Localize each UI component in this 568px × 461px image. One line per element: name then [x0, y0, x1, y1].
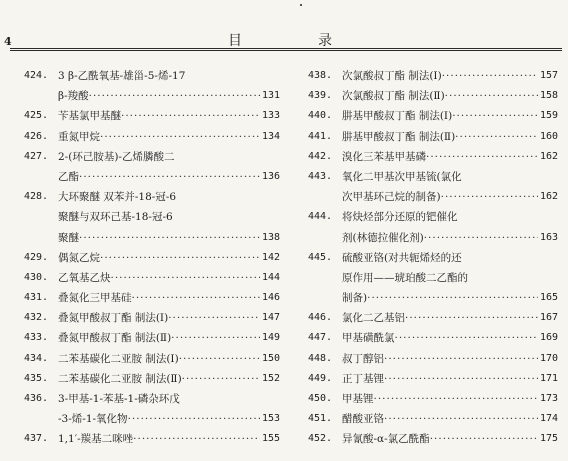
toc-entry-title: 氧化二甲基次甲基锍(氯化	[342, 170, 462, 183]
toc-entry-title: 聚醚	[58, 231, 79, 244]
toc-entry-number	[24, 86, 58, 106]
toc-line	[24, 389, 280, 409]
header-rule-top	[10, 48, 562, 49]
toc-dot-leader	[171, 328, 260, 348]
toc-entry-title: 二苯基碳化二亚胺 制法(Ⅱ)	[58, 372, 182, 385]
toc-entry-title: 正丁基锂	[342, 372, 384, 385]
toc-dot-leader	[455, 127, 538, 147]
toc-line	[24, 248, 280, 268]
toc-entry-page: 152	[261, 372, 280, 384]
toc-entry-page: 160	[539, 130, 558, 142]
toc-line	[24, 349, 280, 369]
toc-entry-title: 重氮甲烷	[58, 130, 100, 143]
toc-entry-title: 氯化二乙基铝	[342, 312, 405, 325]
toc-entry-title: 制备)	[342, 292, 368, 305]
toc-entry-number: 437.	[24, 433, 49, 445]
toc-entry-title: 次氯酸叔丁酯 制法(Ⅰ)	[342, 70, 442, 82]
toc-line	[24, 328, 280, 348]
toc-entry-page: 144	[261, 271, 280, 283]
toc-entry-number: 448.	[308, 352, 333, 364]
toc-entry-title: 醋酸亚铬	[342, 413, 384, 426]
toc-dot-leader	[79, 228, 260, 248]
toc-entry-number: 436.	[24, 393, 49, 404]
toc-entry-title: 肼基甲酸叔丁酯 制法(Ⅱ)	[342, 130, 456, 143]
toc-entry-number: 425.	[24, 110, 49, 122]
toc-entry-number: 440.	[308, 110, 333, 122]
toc-entry-title: 大环聚醚 双苯并-18-冠-6	[58, 191, 177, 204]
toc-entry-page: 134	[261, 130, 280, 142]
toc-entry-title: 原作用——琥珀酸二乙酯的	[342, 271, 468, 284]
toc-entry-page: 149	[261, 332, 280, 344]
toc-entry-title: 乙酯	[58, 170, 79, 183]
toc-entry-number	[308, 268, 342, 288]
toc-entry-number	[24, 409, 58, 429]
toc-dot-leader	[384, 409, 538, 429]
toc-dot-leader	[100, 127, 260, 147]
toc-dot-leader	[182, 369, 260, 389]
toc-entry-title: 二苯基碳化二亚胺 制法(Ⅰ)	[58, 352, 179, 365]
toc-entry-page: 159	[539, 110, 558, 122]
toc-line	[308, 349, 558, 369]
toc-line	[308, 409, 558, 429]
toc-dot-leader	[100, 248, 260, 268]
toc-dot-leader	[442, 66, 538, 86]
toc-entry-title: 偶氮乙烷	[58, 251, 100, 264]
toc-entry-number: 450.	[308, 393, 333, 404]
toc-dot-leader	[111, 268, 260, 288]
toc-dot-leader	[89, 86, 260, 106]
toc-entry-title: 苄基氯甲基醚	[58, 110, 121, 123]
toc-entry-title: 叠氮甲酸叔丁酯 制法(Ⅱ)	[58, 332, 172, 345]
toc-line	[24, 127, 280, 147]
toc-entry-title: 3-甲基-1-苯基-1-磷杂环戊	[58, 393, 180, 405]
running-head-left: 目	[228, 33, 244, 49]
toc-entry-number	[308, 288, 342, 308]
toc-entry-title: 1,1′-羰基二咪唑	[58, 433, 134, 446]
toc-line	[308, 207, 558, 227]
toc-line	[308, 268, 558, 288]
toc-entry-title: 甲基磺酰氯	[342, 332, 395, 345]
toc-entry-page: 136	[261, 170, 280, 182]
toc-line	[308, 389, 558, 409]
toc-entry-page: 165	[539, 292, 558, 304]
toc-entry-number	[24, 167, 58, 187]
toc-entry-page: 162	[539, 150, 558, 162]
toc-entry-number: 441.	[308, 130, 333, 142]
toc-entry-number: 431.	[24, 292, 49, 304]
toc-entry-page: 138	[261, 231, 280, 243]
toc-entry-title: 2-(环己胺基)-乙烯膦酸二	[58, 150, 175, 163]
toc-entry-page: 157	[539, 70, 558, 81]
toc-entry-page: 163	[539, 231, 558, 243]
toc-entry-page: 150	[261, 352, 280, 364]
toc-dot-leader	[426, 147, 538, 167]
toc-line	[308, 66, 558, 86]
toc-entry-page: 175	[539, 433, 558, 445]
toc-entry-title: 硫酸亚铬(对共轭烯烃的还	[342, 251, 462, 264]
toc-entry-number	[24, 228, 58, 248]
toc-entry-title: 异氰酸-α-氯乙酰酯	[342, 433, 430, 446]
toc-entry-number: 428.	[24, 191, 49, 203]
toc-entry-title: 叠氮甲酸叔丁酯 制法(Ⅰ)	[58, 312, 169, 325]
toc-line	[308, 328, 558, 348]
toc-entry-page: 162	[539, 191, 558, 203]
toc-entry-title: 乙氧基乙炔	[58, 271, 111, 284]
toc-entry-number	[24, 207, 58, 227]
toc-dot-leader	[395, 328, 538, 348]
toc-entry-title: 次氯酸叔丁酯 制法(Ⅱ)	[342, 90, 445, 103]
toc-line	[24, 167, 280, 187]
toc-dot-leader	[374, 389, 538, 409]
toc-line	[24, 369, 280, 389]
toc-dot-leader	[384, 349, 538, 369]
toc-entry-number: 443.	[308, 170, 333, 182]
toc-line	[308, 308, 558, 328]
toc-entry-number: 426.	[24, 130, 49, 142]
toc-entry-number: 430.	[24, 271, 49, 283]
toc-entry-number: 434.	[24, 352, 49, 364]
header-rule-bottom	[10, 50, 562, 51]
toc-entry-number	[308, 228, 342, 248]
toc-dot-leader	[430, 429, 538, 449]
toc-dot-leader	[405, 308, 538, 328]
toc-entry-page: 169	[539, 332, 558, 344]
toc-line	[308, 127, 558, 147]
print-speck	[300, 4, 302, 6]
toc-entry-number	[308, 187, 342, 207]
toc-dot-leader	[445, 86, 538, 106]
toc-dot-leader	[452, 106, 538, 126]
toc-entry-number: 449.	[308, 372, 333, 384]
toc-entry-page: 142	[261, 251, 280, 263]
toc-line	[24, 429, 280, 449]
toc-entry-page: 170	[539, 352, 558, 364]
toc-line	[308, 167, 558, 187]
toc-dot-leader	[384, 369, 538, 389]
toc-line	[24, 187, 280, 207]
toc-line	[24, 268, 280, 288]
toc-entry-title: 聚醚与双环己基-18-冠-6	[58, 211, 173, 224]
toc-entry-number: 447.	[308, 332, 333, 344]
toc-entry-title: 叔丁醇铝	[342, 352, 384, 365]
page-number: 4	[4, 35, 12, 48]
toc-line	[24, 409, 280, 429]
toc-entry-page: 133	[261, 110, 280, 122]
toc-column-right	[308, 66, 558, 450]
toc-entry-title: 将炔烃部分还原的钯催化	[342, 211, 458, 224]
toc-entry-title: 次甲基环己烷的制备)	[342, 191, 441, 204]
toc-line	[308, 248, 558, 268]
toc-entry-title: 3 β-乙酰氧基-雄甾-5-烯-17	[58, 70, 186, 82]
toc-entry-page: 173	[539, 393, 558, 404]
toc-entry-page: 174	[539, 413, 558, 425]
toc-line	[308, 147, 558, 167]
toc-line	[308, 187, 558, 207]
toc-line	[24, 147, 280, 167]
toc-entry-number: 442.	[308, 150, 333, 162]
toc-line	[308, 369, 558, 389]
toc-line	[24, 66, 280, 86]
toc-dot-leader	[133, 429, 260, 449]
toc-entry-page: 167	[539, 312, 558, 324]
toc-entry-page: 147	[261, 312, 280, 324]
toc-entry-title: 剂(林德拉催化剂)	[342, 231, 424, 244]
toc-entry-page: 131	[261, 90, 280, 102]
toc-column-left	[24, 66, 280, 450]
toc-dot-leader	[179, 349, 260, 369]
toc-dot-leader	[121, 106, 260, 126]
running-head-right: 录	[318, 33, 334, 49]
toc-entry-number: 452.	[308, 433, 333, 445]
toc-dot-leader	[128, 409, 260, 429]
toc-entry-number: 427.	[24, 150, 49, 162]
toc-line	[308, 429, 558, 449]
toc-entry-number: 432.	[24, 312, 49, 324]
toc-line	[24, 86, 280, 106]
toc-entry-number: 439.	[308, 90, 333, 102]
toc-dot-leader	[168, 308, 260, 328]
toc-line	[24, 308, 280, 328]
toc-entry-number: 424.	[24, 70, 49, 81]
toc-dot-leader	[424, 228, 538, 248]
toc-entry-page: 155	[261, 433, 280, 445]
toc-line	[24, 106, 280, 126]
toc-entry-title: 肼基甲酸叔丁酯 制法(Ⅰ)	[342, 110, 453, 123]
toc-entry-number: 451.	[308, 413, 333, 425]
toc-entry-number: 444.	[308, 211, 333, 223]
toc-entry-number: 446.	[308, 312, 333, 324]
toc-entry-number: 438.	[308, 70, 333, 81]
toc-dot-leader	[79, 167, 260, 187]
toc-entry-page: 146	[261, 292, 280, 304]
toc-line	[24, 288, 280, 308]
toc-entry-title: 甲基锂	[342, 393, 374, 405]
toc-entry-number: 435.	[24, 372, 49, 384]
toc-dot-leader	[367, 288, 538, 308]
toc-line	[308, 106, 558, 126]
toc-dot-leader	[132, 288, 260, 308]
toc-line	[24, 207, 280, 227]
toc-entry-number: 445.	[308, 251, 333, 263]
toc-entry-number: 429.	[24, 251, 49, 263]
toc-line	[24, 228, 280, 248]
toc-entry-title: 溴化三苯基甲基磷	[342, 150, 426, 163]
toc-entry-page: 158	[539, 90, 558, 102]
toc-line	[308, 228, 558, 248]
toc-entry-title: β-羧酸	[58, 90, 89, 103]
toc-line	[308, 288, 558, 308]
toc-line	[308, 86, 558, 106]
toc-entry-number: 433.	[24, 332, 49, 344]
toc-dot-leader	[441, 187, 538, 207]
toc-entry-title: -3-烯-1-氧化物	[58, 413, 128, 426]
toc-entry-title: 叠氮化三甲基硅	[58, 292, 132, 305]
toc-entry-page: 153	[261, 413, 280, 425]
toc-entry-page: 171	[539, 372, 558, 384]
